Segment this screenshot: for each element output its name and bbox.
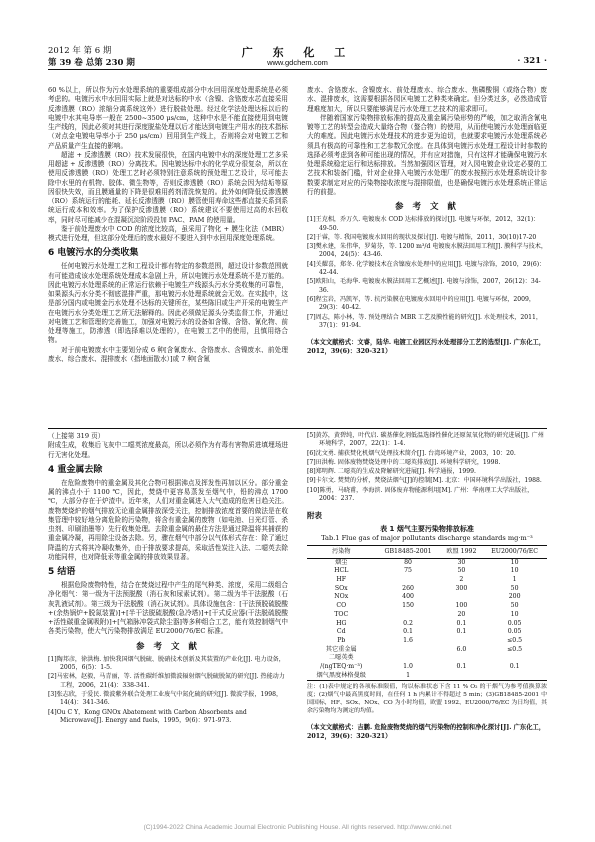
section-heading-4: 4 重金属去除 <box>48 464 103 475</box>
bottom-left-column <box>48 432 288 726</box>
body-paragraph: 根据危险废物特性，结合在焚烧过程中产生的尾气种类、浓度，采用二级组合净化烟气：第一级为干法预脱酸（消石灰和尿素试剂）。第二级为半干法脱酸（石灰乳液试剂）。第三级为干法脱酸（消石灰试剂）。具体设施包含：[干法预脱硫脱酸+(余热锅炉+脱氮装置)]+[半干法脱硫脱酸(急冷塔)]+[干式反应器(干法脱硫脱酸+活性碳重金属吸附)]+[气箱脉冲袋式除尘器]等多种组合工艺，能有效控制烟气中各类污染物，使大气污染物排放满足 EU2000/76/EC 标准。 <box>48 581 288 636</box>
table-cell: 2 <box>459 576 464 584</box>
table-cell: ≤0.5 <box>507 636 523 644</box>
table-row <box>307 628 547 637</box>
citation-format: （本文文献格式：文睿，陆华. 电镀工业园区污水处理部分工艺的选型[J]. 广东化工，2012，39(6)：320-321） <box>307 339 546 356</box>
table-cell: 10 <box>510 558 519 566</box>
table-cell <box>482 672 547 681</box>
table-cell: 10 <box>510 567 519 575</box>
reference-item: [6]沈文勇. 捕获焚化机烟气处理技术简介[J]. 台湾环境产业，2003，10：20. <box>307 449 516 457</box>
table-header-cell: EU2000/76/EC <box>482 546 547 558</box>
header-rule <box>48 69 547 70</box>
reference-item: [10]陈勇，马晓甫，李海滨. 固体废弃物能源利用[M]. 广州：华南理工大学出版社，2004：237. <box>307 486 534 503</box>
table-cell: 其它重金属 <box>325 645 357 653</box>
section-heading-5: 5 结语 <box>48 567 76 577</box>
copyright-footer: (C)1994-2022 China Academic Journal Electronic Publishing House. All rights reserved. http://www.cnki.net <box>143 824 452 831</box>
reference-item: [3]樊永建，朱伟华，罗菊芬，等. 1200 m³/d 电镀废水膜法回用工程[J]. 膜科学与技术，2004，24(5)：43-46. <box>307 243 547 259</box>
appendix-heading: 附表 <box>307 511 322 521</box>
table-cell: 1.0 <box>403 663 413 671</box>
table-row <box>307 620 547 629</box>
references-heading: 参 考 文 献 <box>136 641 200 652</box>
body-paragraph: 60 %以上，所以作为污水处理系统的重要组成部分中水回用深度处理系统是必须考虑的。电镀污水中水回用实际上就是对达标的中水（含镍、含铬废水芯直接采用反渗透膜（RO）浓缩分离系统这外）进行脱盐处理。经过化学法处理达标以后的电镀中水其电导率一般在 2500~3500 μs/cm，这种中水是不能直接使用到电镀生产线的，因此必须对其进行深度脱盐处理以后才能达到电镀生产用水的技术指标（对点金电镀电导率小于 250 μs/cm）回用到生产线上，否则将会对电镀工艺和产品质量产生直接的影响。 <box>48 86 288 150</box>
reference-item: [5]黄苏，黄碧纯，叶代启. 碳基催化剂低温选择性催化还原氮氧化物的研究进展[J]. 广州环境科学，2007，22(1)：1-4. <box>307 432 544 448</box>
table-header-cell: 欧盟 1992 <box>441 546 483 558</box>
table-cell: 0.05 <box>507 628 522 636</box>
table-cell <box>441 593 483 602</box>
volume-label: 第 39 卷 总第 230 期 <box>48 58 135 68</box>
journal-url[interactable]: www.gdchem.com <box>267 58 328 67</box>
table-row <box>307 637 547 646</box>
article-divider <box>48 428 547 429</box>
table-cell <box>376 576 441 585</box>
section-heading-6: 6 电镀污水的分类收集 <box>48 248 139 259</box>
table-row <box>307 593 547 602</box>
reference-item: [4]Ou C Y，Kong GNOx Abatement with Carbon Absorbents and Microwave[J]. Energy and fuels，1995，9(6)：971-973. <box>48 708 247 724</box>
table-cell: 200 <box>508 593 521 601</box>
table-row <box>307 611 547 620</box>
table-cell <box>441 654 483 663</box>
table-title-en: Tab.1 Flue gas of major pollutants discharge standards mg·m⁻³ <box>321 534 533 543</box>
journal-title: 广 东 化 工 <box>241 46 354 59</box>
issue-label: 2012 年 第 6 期 <box>48 46 112 56</box>
reference-item: [6]程宝岩，冯凯军，等. 抗污染膜在电镀废水回用中的应用[J]. 电镀与环保，2009，29(3)：40-42. <box>307 295 535 312</box>
reference-item: [8]郑明辉. 二噁英的生成及降解研究进展[J]. 科学通报，1999. <box>307 468 476 476</box>
table-cell: 1 <box>512 576 517 584</box>
table-cell: 300 <box>455 584 468 592</box>
running-header <box>48 44 547 76</box>
table-cell: 0.1 <box>456 628 467 636</box>
table-cell: 50 <box>457 567 466 575</box>
table-cell: 50 <box>510 602 519 610</box>
table-cell: 100 <box>455 602 468 610</box>
table-cell: 0.1 <box>509 663 520 671</box>
table-cell: 0.1 <box>456 619 467 627</box>
table-cell: TOC <box>334 610 349 618</box>
page-number: · 321 · <box>517 56 547 66</box>
reference-item: [4]关耀喜，郑冬. 化学镀技术在含镍废水处理中的应用[J]. 电镀与涂饰，2010，29(6)：42-44. <box>307 260 546 277</box>
table-header-cell: 污染物 <box>307 546 376 558</box>
table-cell: SOx <box>334 584 348 592</box>
table-cell: ≤0.5 <box>507 645 523 653</box>
table-cell: NOx <box>334 593 349 601</box>
table-cell: 1.6 <box>403 636 413 644</box>
citation-format: （本文文献格式：吉鹏. 危险废物焚烧的烟气污染物的控制和净化探讨[J]. 广东化工，2012，39(6)：320-321） <box>307 724 546 741</box>
table-cell <box>376 646 441 655</box>
table-cell: 6.0 <box>456 645 467 653</box>
table-cell <box>482 654 547 663</box>
table-cell <box>441 672 483 681</box>
body-paragraph: 超滤 + 反渗透膜（RO）技术发展很快，在国内电镀中水的深度处理工艺多采用超滤 + 反渗透膜（RO）分离技术。因电镀达标中水的化学成分很复杂，所以在使用反渗透膜（RO）处理工艺时必须特别注意系统的预处理工艺设计，尽可能去除中水里的有机物、胶体、微生物等，否则反渗透膜（RO）系统会因为结垢等原因很快失效，而且膜通量的下降是很难用药剂清洗恢复的。此外如何降低反渗透膜（RO）系统运行的能耗、延长反渗透膜（RO）膜管使用寿命这些都直接关系到系统运行成本和效率。为了保护反渗透膜（RO）系统建议不要使用过高的水回收率，同时尽可能减少在混凝沉淀阶段投加 PAC、PAM 的使用量。 <box>48 150 288 224</box>
body-paragraph: 鉴于前处理废水中 COD 的浓度比较高，虽采用了物化 + 膜生化法（MBR）模式进行处理，但这部分处理后的废水最好不要进入到中水回用深度处理系统。 <box>48 224 288 242</box>
table-row <box>307 576 547 585</box>
table-cell: 75 <box>404 567 412 575</box>
reference-item: [2]马宏林，赵毅，马青丽，等. 活性碳纤维加微波辐射烟气脱硫脱氮的研究[J]. 热能动力工程，2006，21(4)：338-341. <box>48 673 285 689</box>
table-cell <box>441 637 483 646</box>
table-row <box>307 672 547 681</box>
table-row <box>307 567 547 576</box>
table-cell: 烟尘 <box>335 558 348 566</box>
body-paragraph: 任何电镀污水处理工艺和工程设计都有特定的参数范围，超过设计参数范围就有可能造成该水处理系统处理成本急剧上升，所以电镀污水处理系统不是万能的。因此电镀污水处理系统的正常运行依赖于电镀生产线源头污水分类收集的可靠性，如果源头污水分类不彻底混排严重，那电镀污水处理系统就会无效。在实践中，这是部分国内或电镀金污水处理不达标的关键所在，某些陈旧或生产开采的电镀生产在电镀污水分类处理工艺所无法解释的。因此必须做足源头分类监督工作，并通过对电镀工艺和管理的完善施工，加强对电镀污水的设备如含镍、含铬、氰化物、前处理等施工，防渗透（即选择难以处理的），在电镀工艺中的使用，且慎用络合物。 <box>48 262 288 345</box>
continued-note: （上接第 319 页） <box>48 432 105 440</box>
table-cell <box>376 611 441 620</box>
table-cell: 0.1 <box>456 663 467 671</box>
top-left-column <box>48 86 288 364</box>
table-cell: 10 <box>510 610 519 618</box>
table-row <box>307 602 547 611</box>
table-title: 表 1 烟气主要污染物排放标准 <box>380 525 474 534</box>
table-header-row <box>307 546 547 558</box>
table-cell: 0.05 <box>507 619 522 627</box>
reference-item: [5]欧阳山，毛海华. 电镀废水膜法回用工艺概述[J]. 电镀与涂饰，2007，26(12)：34-36. <box>307 278 541 294</box>
table-cell: 烟气黑度林格曼级 <box>307 672 376 681</box>
table-cell: CO <box>336 602 347 610</box>
table-cell: 400 <box>402 593 414 601</box>
table-cell: HCL <box>334 567 349 575</box>
reference-item: [9]卡尔文. 焚焚的分析，焚烧法烟气[J]的控制[M]. 北京：中国环境科学出版社，1988. <box>307 477 542 485</box>
table-cell: 80 <box>404 558 412 566</box>
table-cell: 20 <box>457 610 466 618</box>
body-paragraph: 对于前电镀废水中主要划分成 6 种[含氰废水、含铬废水、含镍废水、前处理废水、综合废水、混排废水（指地面散水）]或 7 种[含氰 <box>48 345 288 363</box>
body-paragraph: 在危险废物中的重金属及其化合物可根据沸点及挥发性再加以区分。部分重金属的沸点小于 1100 ℃，因此，焚烧中更容易蒸发至烟气中，铅的沸点 1700 ℃，大部分存在于炉渣中。近年来，人们对重金属进入大气造成的危害日趋关注。废物焚烧炉的烟气排放无论重金属排放深受关注，控制排放浓度首要的做法是在收集管理中较好地分离危险的污染物，将含有重金属的废物（如电池、日光灯管、杀虫剂、印刷油墨等）先行收集处理。去除重金属的最佳方法是通过降温将其捕获的重金属冷凝，再用除尘设备去除。另，骤在烟气中部分以气体形式存在：除了通过降温的方式将其冷凝收集外，由于排放要求提高，采取活性炭注入法、二噁英去除功能同样，也对降低汞等重金属的排放效果显著。 <box>48 478 288 561</box>
body-paragraph: 伴随着国家污染物排放标准的提高及重金属污染形势的严峻，加之取消含氰电镀等工艺的转型会造成大量络合物（螯合物）的使用，从而使电镀污水处理面临更大的难度。因此电镀污水处理技术的进步更为迫切，也就要求电镀污水处理系统必须具有极高的可靠性和工艺参数冗余度。在具体到电镀污水处理工程设计时参数的选择必须考虑到各种可能出现的情况，并有应对措施，只有这样才能确保电镀污水处理系统稳定运行和达标排放。当然加强园区管理，对入园电镀企业设定必要的工艺技术和装备门槛，针对企业排入电镀污水处理厂的废水按照污水处理系统设计参数要求制定对应的污染物接收浓度与混排限值，也是确保电镀污水处理系统正常运行的前提。 <box>307 113 547 196</box>
table-row <box>307 558 547 567</box>
reference-item: [1]王克相，乔万久. 电镀废水 COD 达标排放的探讨[J]. 电镀与环保，2012，32(1)：49-50. <box>307 216 540 232</box>
table-header-cell: GB18485-2001 <box>376 546 441 558</box>
table-cell: 0.2 <box>403 619 413 627</box>
table-cell: Cd <box>336 628 346 636</box>
body-paragraph: 废水、含铬废水、含镍废水、前处理废水、综合废水、焦磷酸铜（或络合物）废水、混排废水，这需要根据各园区电镀工艺种类来确定。但分类过多，必然造成管理难度加大，所以只要能够满足污水处理工艺技术的需求即可。 <box>307 86 547 113</box>
table-row <box>307 585 547 594</box>
table-cell: 260 <box>402 584 414 592</box>
table-cell: 0.1 <box>403 628 413 636</box>
table-cell: HG <box>336 619 347 627</box>
table-cell: 50 <box>510 584 519 592</box>
table-row <box>307 663 547 672</box>
emission-standards-table <box>307 545 547 681</box>
table-row <box>307 654 547 663</box>
table-note: 注：(1)表中规定的各项标准限值，均以标准状态下含 11 % O₂ 的干烟气为参考值换算浓度；(2)烟气中最高黑度时间，在任何 1 h 内累计不得超过 5 min；(3)GB18485-2001 中国国标，HF、SOx、NOx、CO 为小时均值，欧盟 1992、EU2000/76/EC 为日均值，其余污染物均为测定的均值。 <box>307 684 547 715</box>
reference-item: [7]田洪梅. 固体废物焚烧处理中的二噁英排放[J]. 环境科学研究，1998. <box>307 458 501 466</box>
body-paragraph: 附成生成，收集后飞灰中二噁英浓度最高，所以必须作为有毒有害物质进填埋场进行无害化处理。 <box>48 441 288 459</box>
table-cell: 1 <box>376 672 441 681</box>
reference-item: [2]于睿，等. 我国电镀废水回用的现状及探讨[J]. 电镀与精饰，2011，30(10)17-20 <box>307 233 537 241</box>
table-cell: 150 <box>402 602 414 610</box>
references-heading: 参 考 文 献 <box>395 202 459 212</box>
reference-item: [7]周志，陈小林，等. 预处理结合 MBR 工艺及膜性能的研究[J]. 水处理技术，2011，37(1)：91-94. <box>307 313 542 329</box>
bottom-right-column <box>307 432 547 741</box>
table-cell <box>376 654 441 663</box>
table-cell: /(ngTEQ·m⁻³) <box>320 663 363 671</box>
table-cell: Pb <box>337 636 346 644</box>
reference-item: [1]陶邦彦，徐洪梅. 加快我国烟气脱硫、脱硝技术创新及其装置的产业化[J]. 电力设备，2005，6(5)：1-5. <box>48 655 285 672</box>
top-right-column <box>307 86 547 356</box>
table-cell: HF <box>336 576 347 584</box>
reference-item: [3]张志欣，于爱民. 微波紫外联合处理工业废气中氮化硫的研究[J]. 微波学报，1998，14(4)：341-346. <box>48 690 283 707</box>
table-cell: 30 <box>457 558 466 566</box>
table-cell: 二噁英类 <box>328 654 354 662</box>
